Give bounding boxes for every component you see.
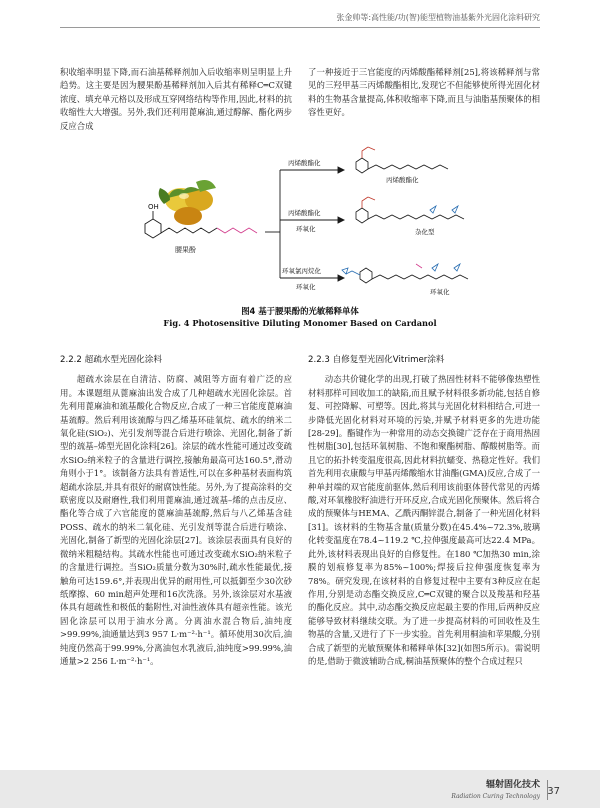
- reaction-label-acrylation-2: 丙烯酸酯化: [288, 209, 321, 217]
- product-label-epoxy: 环氧化: [430, 288, 450, 296]
- reaction-arrows: [265, 167, 344, 281]
- figure-4: [60, 140, 540, 300]
- figure-caption-cn: 图4 基于腰果酚的光敏稀释单体: [241, 306, 359, 316]
- reaction-label-acrylation: 丙烯酸酯化: [288, 159, 321, 167]
- cashew-fruit-image: [159, 180, 216, 225]
- paragraph-continued-left: 积收缩率明显下降,而石油基稀释剂加入后收缩率则呈明显上升趋势。这主要是因为腰果酚基稀释剂加入后其有稀释C═C双键浓度、填充单元格以及形成互穿网络结构等作用,因此,材料的抗收缩性大大增强。另外,我们还利用蓖麻油,通过醇解、酯化两步反应合成: [60, 67, 292, 131]
- product-epoxy-structure: [342, 264, 468, 283]
- reaction-label-epoxidation: 环氧化: [296, 225, 316, 233]
- section-body-2-2-2: 超疏水涂层在自清洁、防腐、减阻等方面有着广泛的应用。本课题组从蓖麻油出发合成了几种超疏水光固化涂层。首先利用蓖麻油和巯基酸化合物反应,合成了一种三官能度蓖麻油基巯醇。然后利用该巯醇与四乙烯基环硅氧烷、疏水的纳米二氧化硅(SiO₂)、光引发剂等混合后进行喷涂、光固化,制备了新型的巯基–烯型光固化涂料[26]。涂层的疏水性能可通过改变疏水SiO₂纳米粒子的含量进行调控,接触角最高可达160.5°,滑动角则小于1°。该制备方法具有普适性,可以在多种基材表面构筑超疏水涂层,并具有很好的耐腐蚀性能。另外,为了提高涂料的交联密度以及耐磨性,我们利用蓖麻油,通过巯基–烯的点击反应、酯化等合成了六官能度的蓖麻油基巯醇,然后与八乙烯基含硅POSS、疏水的纳米二氧化硅、光引发剂等混合后进行喷涂、光固化,制备了新型的光固化涂层[27]。该涂层表面具有良好的微纳米粗糙结构。其疏水性能也可通过改变疏水SiO₂纳米粒子的含量进行调控。当SiO₂质量分数为30%时,疏水性能最优,接触角可达159.6°,并表现出优异的耐用性,可以抵御至少30次砂纸摩擦、60 min超声处理和16次洗涤。另外,该涂层对水基液体具有超疏性和极低的黏附性,对油性液体具有超亲性能。该光固化涂层可以用于油水分离。分离油水混合物后,油纯度>99.99%,油通量达到3 957 L·m⁻²·h⁻¹。循环使用30次后,油纯度仍然高于99.99%,分离油包水乳液后,油纯度>99.99%,油通量>2 256 L·m⁻²·h⁻¹。: [60, 374, 292, 666]
- paragraph-continued-right: 了一种接近于三官能度的丙烯酸酯稀释剂[25],将该稀释剂与常见的三羟甲基三丙烯酸酯相比,发现它不但能够使所得光固化材料的生物基含量提高,体积收缩率下降,而且与油脂基预聚体的相容性更好。: [308, 67, 540, 118]
- reaction-label-epichlorohydrin: 环氧氯丙烷化: [282, 267, 321, 275]
- section-2-2-3: [308, 354, 540, 668]
- product-acrylated-structure: [356, 147, 448, 173]
- reaction-label-epoxidation-2: 环氧化: [296, 283, 316, 291]
- product-label-hybrid: 杂化型: [415, 228, 435, 236]
- right-column-top: [308, 66, 540, 120]
- header-rule: [60, 27, 540, 28]
- section-2-2-2: [60, 354, 292, 668]
- journal-name: 辐射固化技术: [485, 780, 540, 790]
- running-header: 张金帅等:高性能/功(智)能型植物油基紫外光固化涂料研究: [336, 13, 540, 22]
- left-column-top: [60, 66, 292, 133]
- section-body-2-2-3: 动态共价键化学的出现,打破了热固性材料不能够像热塑性材料那样可回收加工的缺陷,而且赋予材料很多新功能,包括自修复、可控降解、可塑等。因此,将其与光固化材料相结合,可进一步降低光固化材料对环境的污染,并赋予材料更多的先进功能[28-29]。酯键作为一种常用的动态交换键广泛存在于商用热固性树脂[30],包括环氧树脂、不饱和聚酯树脂、醇酸树脂等。而且它的拓扑转变温度很高,因此材料抗蠕变、热稳定性好。我们首先利用衣康酸与甲基丙烯酸缩水甘油酯(GMA)反应,合成了一种单封端的双官能度前驱体,然后利用该前驱体替代常见的丙烯酸,对环氧橡胶籽油进行开环反应,合成光固化预聚体。然后将合成的预聚体与HEMA、乙酰丙酮锌混合,制备了一种光固化材料[31]。该材料的生物基含量(质量分数)在45.4%~72.3%,玻璃化转变温度在78.4~119.2 ℃,拉伸强度最高可达22.4 MPa。此外,该材料表现出良好的自修复性。在180 ℃加热30 min,涂膜的划痕修复率为85%~100%;焊接后拉伸强度恢复率为78%。研究发现,在该材料的自修复过程中主要有3种反应在起作用,分别是动态酯交换反应,C═C双键的聚合以及羧基和羟基的酯化反应。其中,动态酯交换反应起最主要的作用,后两种反应能够导致材料继续交联。为了进一步提高材料的可回收性及生物基的含量,又进行了下一步实验。首先利用桐油和苹果酸,分别合成了新型的光敏预聚体和稀释单体[32](如图5所示)。需说明的是,借助于微波辅助合成,桐油基预聚体的整个合成过程只: [308, 374, 540, 666]
- page-number: 37: [547, 786, 560, 797]
- oh-label: OH: [148, 203, 159, 211]
- product-hybrid-structure: [356, 197, 464, 223]
- journal-name-en: Radiation Curing Technology: [451, 793, 540, 800]
- figure-4-svg: [60, 140, 540, 300]
- figure-caption-en: Fig. 4 Photosensitive Diluting Monomer Based on Cardanol: [163, 318, 437, 328]
- section-title-2-2-2: 2.2.2 超疏水型光固化涂料: [60, 355, 162, 365]
- section-title-2-2-3: 2.2.3 自修复型光固化Vitrimer涂料: [308, 355, 445, 365]
- reactant-label: 腰果酚: [175, 246, 196, 254]
- product-label-acrylated: 丙烯酸酯化: [386, 176, 419, 184]
